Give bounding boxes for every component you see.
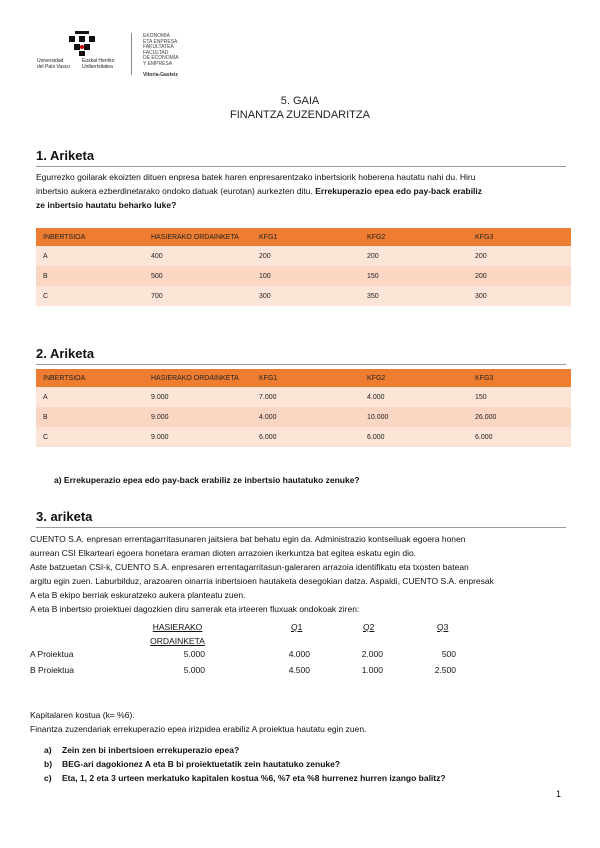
exercise-2-question: a) Errekuperazio epea edo pay-back erabiliz ze inbertsio hautatuko zenuke?	[54, 475, 360, 485]
page-number: 1	[556, 789, 562, 799]
exercise-1-table	[36, 228, 571, 306]
heading-rule	[36, 166, 566, 167]
table-header: INBERTSIOA	[36, 369, 144, 387]
table-header: KFG2	[360, 369, 468, 387]
university-name-eu: Euskal Herriko Unibertsitatea	[82, 58, 115, 70]
table-header: KFG2	[360, 228, 468, 246]
table-row: A 9.000 7.000 4.000 150	[36, 387, 571, 407]
col-header-initial: HASIERAKO ORDAINKETA	[150, 622, 205, 646]
table-header: KFG3	[468, 369, 571, 387]
table-header: KFG1	[252, 228, 360, 246]
col-header-q1: Q1	[291, 622, 303, 632]
flow-row-b: B Proiektua 5.000 4.500 1.000 2.500	[30, 665, 456, 675]
table-header: HASIERAKO ORDAINKETA	[144, 369, 252, 387]
list-item: b) BEG-ari dagokionez A eta B bi proiektuetatik zein hautatuko zenuke?	[44, 759, 341, 769]
table-row: B 9.000 4.000 10.000 26.000	[36, 407, 571, 427]
table-row: C 9.000 6.000 6.000 6.000	[36, 427, 571, 447]
table-header: KFG3	[468, 228, 571, 246]
heading-rule	[36, 527, 566, 528]
cash-flow-table	[0, 620, 600, 680]
table-header: HASIERAKO ORDAINKETA	[144, 228, 252, 246]
logo-divider	[131, 33, 132, 75]
col-header-q2: Q2	[363, 622, 375, 632]
table-row: B 500 100 150 200	[36, 266, 571, 286]
exercise-3-heading: 3. ariketa	[36, 509, 93, 524]
col-header-q3: Q3	[437, 622, 449, 632]
upv-logo	[66, 31, 98, 57]
exercise-2-heading: 2. Ariketa	[36, 346, 95, 361]
table-row: A 400 200 200 200	[36, 246, 571, 266]
exercise-1-text: Egurrezko goilarak ekoizten dituen enpresa batek haren enpresarentzako inbertsiorik hoberena hautatu nahi du. Hiru inbertsio aukera ezberdinetarako ondoko datuak (eurotan) aurkezten ditu. Errekuperazio epea edo pay-back erabiliz ze inbertsio hautatu beharko luke?	[36, 172, 483, 210]
table-header: KFG1	[252, 369, 360, 387]
flow-row-a: A Proiektua 5.000 4.000 2.000 500	[30, 649, 456, 659]
campus-name: Vitoria-Gasteiz	[143, 72, 178, 78]
faculty-name: EKONOMIA ETA ENPRESA FAKULTATEA FACULTAD DE ECONOMÍA Y EMPRESA	[143, 33, 179, 67]
table-row: C 700 300 350 300	[36, 286, 571, 306]
chapter-title: 5. GAIA FINANTZA ZUZENDARITZA	[230, 95, 370, 121]
exercise-2-table	[36, 369, 571, 447]
question-list	[44, 743, 564, 785]
capital-cost: Kapitalaren kostua (k= %6).	[30, 710, 135, 720]
university-name: Universidad del País Vasco	[37, 58, 70, 70]
list-item: c) Eta, 1, 2 eta 3 urteen merkatuko kapitalen kostua %6, %7 eta %8 hurrenez hurren izango balitz?	[44, 773, 446, 783]
list-item: a) Zein zen bi inbertsioen errekuperazio epea?	[44, 745, 240, 755]
heading-rule	[36, 364, 566, 365]
exercise-1-heading: 1. Ariketa	[36, 148, 95, 163]
instruction: Finantza zuzendariak errekuperazio epea irizpidea erabiliz A proiektua hautatu egin zuen.	[30, 724, 367, 734]
exercise-3-text: CUENTO S.A. enpresan errentagarritasunaren jaitsiera bat behatu egin da. Administrazio kontseiluak egoera honen aurrean CSI Elkarteari egoera honetara eraman dioten arrazoien ikerkuntza bat egitea eskatu egin dio. Aste batzuetan CSI-k, CUENTO S.A. enpresaren errentagarritasun-galeraren arrazoia identifikatu eta txosten batean argitu egin zuen. Laburbilduz, arazoaren oinarria inbertsioen hautaketa desegokian datza. Aspaldi, CUENTO S.A. enpresak A eta B ekipo berriak eskuratzeko aukera planteatu zuen. A eta B inbertsio proiektuei dagozkien diru sarrerak eta irteeren fluxuak ondokoak ziren:	[30, 534, 494, 614]
table-header: INBERTSIOA	[36, 228, 144, 246]
